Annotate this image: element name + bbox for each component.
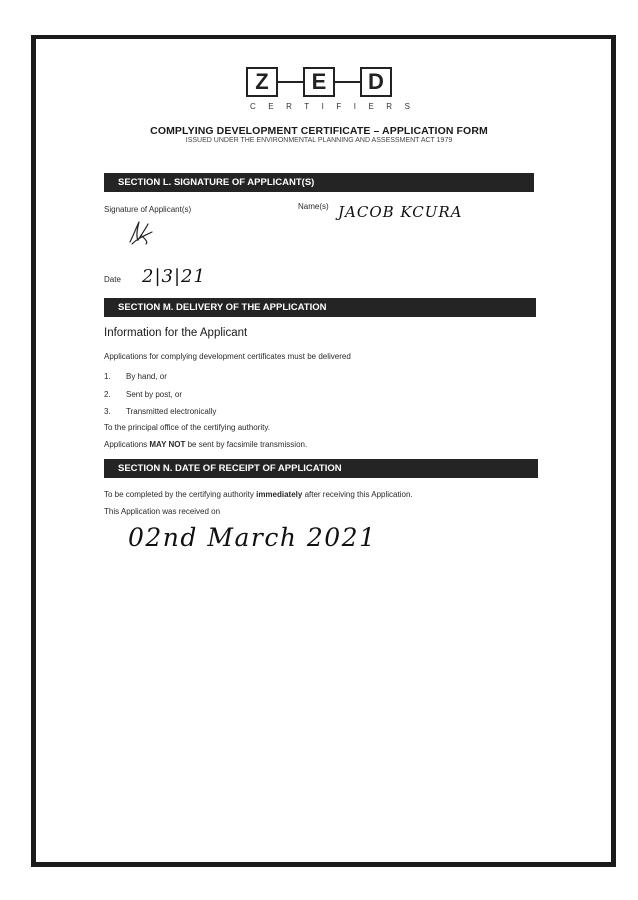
receipt-post: after receiving this Application. — [302, 490, 413, 499]
document-title: COMPLYING DEVELOPMENT CERTIFICATE – APPLICATION FORM — [150, 125, 488, 137]
received-date-value: 02nd March 2021 — [128, 523, 377, 552]
facsimile-text — [104, 440, 307, 449]
delivery-intro: Applications for complying development certificates must be delivered — [104, 352, 351, 361]
logo-letter-z: Z — [246, 67, 278, 97]
logo-letter-e: E — [303, 67, 335, 97]
date-value: 2|3|21 — [142, 266, 206, 287]
logo-letter-d: D — [360, 67, 392, 97]
list-item-number: 3. — [104, 407, 111, 416]
section-n-header: SECTION N. DATE OF RECEIPT OF APPLICATION — [104, 459, 538, 478]
date-label: Date — [104, 275, 121, 284]
logo-subtitle: CERTIFIERS — [250, 102, 423, 111]
logo-letters — [244, 67, 394, 99]
section-m-header: SECTION M. DELIVERY OF THE APPLICATION — [104, 298, 536, 317]
signature-label: Signature of Applicant(s) — [104, 205, 192, 214]
name-label: Name(s) — [298, 202, 329, 211]
logo-connector — [335, 81, 360, 83]
list-item-number: 2. — [104, 390, 111, 399]
page-border — [31, 35, 616, 867]
facsimile-post: be sent by facsimile transmission. — [185, 440, 308, 449]
facsimile-pre: Applications — [104, 440, 150, 449]
list-item-number: 1. — [104, 372, 111, 381]
facsimile-bold: MAY NOT — [149, 440, 186, 449]
receipt-bold: immediately — [256, 490, 303, 499]
applicant-signature — [124, 218, 158, 248]
principal-office-text: To the principal office of the certifying authority. — [104, 423, 271, 432]
list-item: Sent by post, or — [126, 390, 183, 399]
logo-connector — [278, 81, 303, 83]
receipt-pre: To be completed by the certifying authority — [104, 490, 257, 499]
section-l-header: SECTION L. SIGNATURE OF APPLICANT(S) — [104, 173, 534, 192]
list-item: Transmitted electronically — [126, 407, 217, 416]
name-value: JACOB KCURA — [338, 203, 463, 221]
received-on-label: This Application was received on — [104, 507, 221, 516]
receipt-instruction — [104, 490, 413, 499]
zed-certifiers-logo — [244, 67, 423, 111]
document-subtitle: ISSUED UNDER THE ENVIRONMENTAL PLANNING AND ASSESSMENT ACT 1979 — [185, 137, 453, 144]
info-heading: Information for the Applicant — [104, 327, 248, 339]
list-item: By hand, or — [126, 372, 167, 381]
